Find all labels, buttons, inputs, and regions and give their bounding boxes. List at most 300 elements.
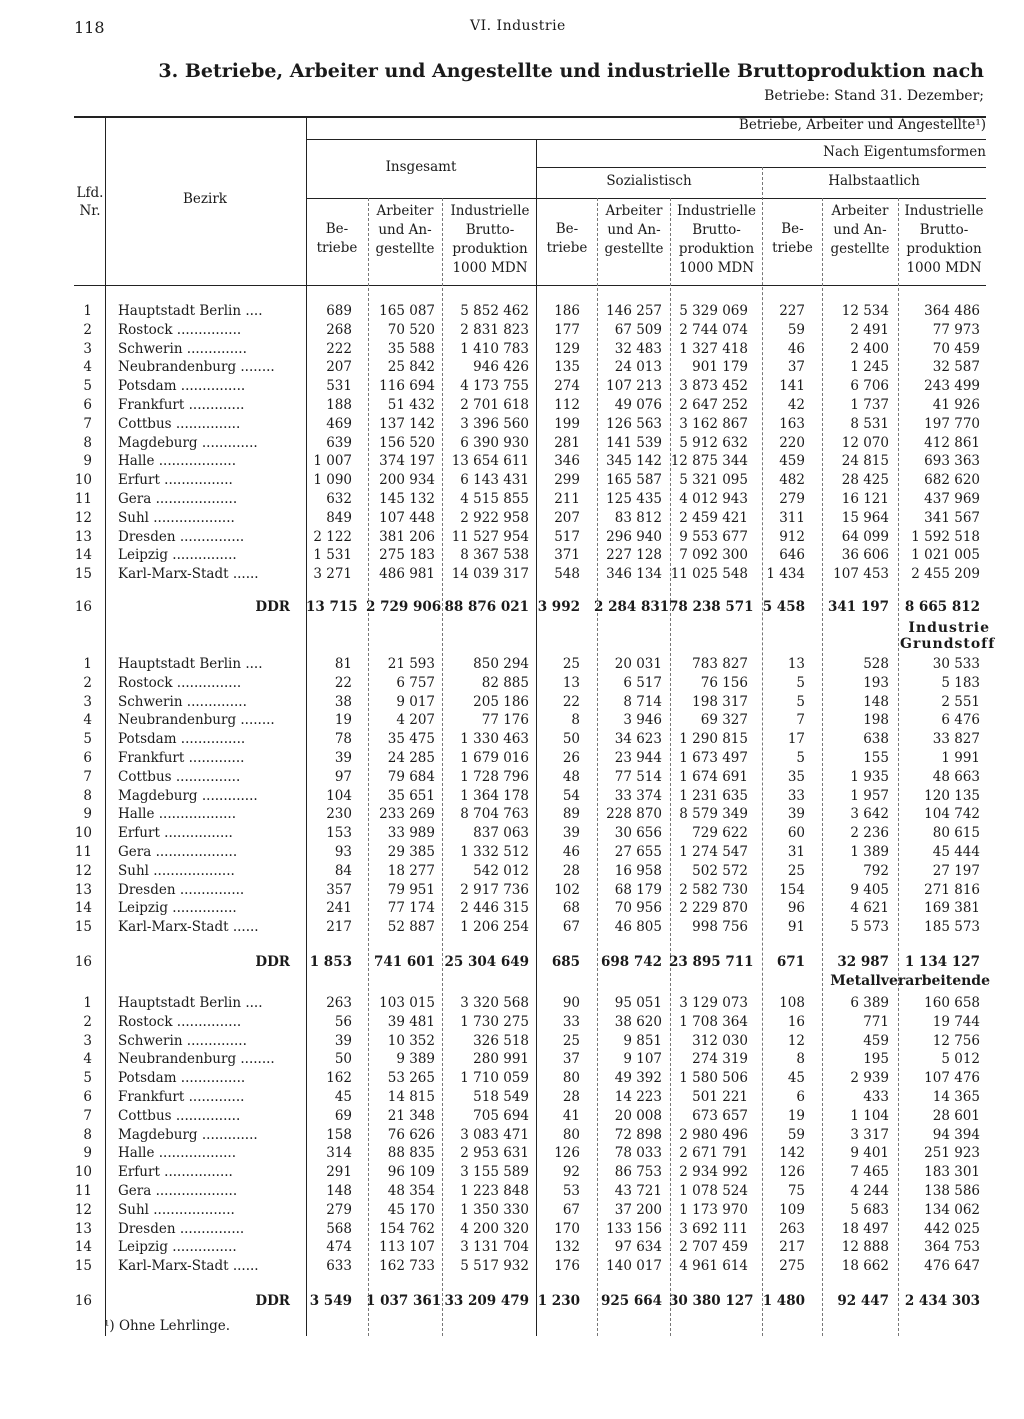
table-cell: 39	[334, 1032, 352, 1049]
table-cell: 142	[779, 1145, 805, 1162]
table-cell: 25	[787, 862, 805, 879]
header-arbeiter-insgesamt: Arbeiter und An-gestellte	[375, 203, 435, 257]
bezirk-name	[118, 1182, 292, 1201]
table-cell: 8	[571, 712, 580, 729]
table-cell: 222	[326, 340, 352, 357]
table-cell: 4 244	[850, 1183, 889, 1199]
header-bezirk: Bezirk	[183, 191, 227, 207]
table-cell: 45	[334, 1089, 352, 1105]
bezirk-name	[118, 434, 292, 453]
table-cell: 16 121	[841, 491, 889, 507]
table-cell: 41	[562, 1107, 580, 1124]
leader-dots: ....	[241, 995, 263, 1011]
table-cell: 23 895 711	[669, 954, 754, 970]
table-cell: 1 410 783	[460, 340, 529, 357]
table-cell: 217	[326, 919, 352, 936]
table-cell: 16 958	[614, 862, 662, 879]
row-number: 16	[74, 954, 92, 970]
table-cell: 1 290 815	[679, 731, 748, 748]
bezirk-label: Karl-Marx-Stadt	[118, 1258, 229, 1275]
table-row	[74, 546, 986, 565]
table-cell: 112	[554, 397, 580, 413]
table-cell: 96	[787, 900, 805, 917]
table-cell: 68 179	[614, 881, 662, 898]
bezirk-label: Neubrandenburg	[118, 712, 237, 729]
table-cell: 146 257	[606, 303, 662, 319]
table-cell: 2 831 823	[460, 321, 529, 338]
bezirk-label: Schwerin	[118, 340, 183, 357]
table-cell: 486 981	[379, 566, 435, 583]
table-row	[74, 674, 986, 693]
table-cell: 3 131 704	[460, 1239, 529, 1256]
bezirk-name	[118, 358, 292, 377]
table-cell: 102	[554, 881, 580, 898]
table-row	[74, 1257, 986, 1276]
table-cell: 1 679 016	[460, 750, 529, 766]
table-cell: 469	[326, 415, 352, 432]
table-cell: 5 912 632	[679, 434, 748, 451]
table-cell: 81	[334, 656, 352, 672]
table-cell: 32 987	[837, 954, 889, 970]
table-cell: 1 037 361	[366, 1293, 442, 1309]
bezirk-label: Cottbus	[118, 415, 172, 432]
bezirk-name	[118, 824, 292, 843]
table-total-row	[74, 953, 986, 972]
row-number: 1	[83, 303, 92, 319]
table-cell: 22	[334, 674, 352, 691]
header-produktion-insgesamt: Industrielle Brutto-produktion 1000 MDN	[450, 203, 530, 276]
table-cell: 30 533	[932, 656, 980, 672]
bezirk-label: Rostock	[118, 674, 173, 691]
table-cell: 646	[779, 547, 805, 564]
table-cell: 120 135	[924, 787, 980, 804]
table-cell: 145 132	[379, 491, 435, 507]
table-cell: 230	[326, 806, 352, 823]
table-cell: 49 076	[614, 397, 662, 413]
table-cell: 140 017	[606, 1258, 662, 1275]
table-cell: 27 197	[932, 862, 980, 879]
table-cell: 14 039 317	[451, 566, 529, 583]
row-number: 10	[74, 825, 92, 842]
table-cell: 165 587	[606, 472, 662, 489]
table-cell: 59	[787, 321, 805, 338]
bezirk-name	[118, 1220, 292, 1239]
table-row	[74, 805, 986, 824]
table-cell: 8 704 763	[460, 806, 529, 823]
table-row	[74, 471, 986, 490]
table-cell: 21 348	[387, 1107, 435, 1124]
table-cell: 241	[326, 900, 352, 917]
table-cell: 1 389	[850, 844, 889, 860]
table-total-row	[74, 598, 986, 617]
leader-dots: .............	[184, 750, 245, 766]
table-cell: 476 647	[924, 1258, 980, 1275]
table-cell: 96 109	[387, 1164, 435, 1181]
table-cell: 133 156	[606, 1220, 662, 1237]
table-cell: 2 671 791	[679, 1145, 748, 1162]
table-cell: 1 991	[941, 750, 980, 766]
table-cell: 437 969	[924, 491, 980, 507]
bezirk-label: Suhl	[118, 1201, 149, 1218]
table-cell: 2 707 459	[679, 1239, 748, 1256]
table-cell: 2 122	[313, 528, 352, 545]
table-cell: 86 753	[614, 1164, 662, 1181]
table-cell: 177	[554, 321, 580, 338]
bezirk-name	[118, 1050, 292, 1069]
table-cell: 220	[779, 434, 805, 451]
bezirk-label: Erfurt	[118, 825, 160, 842]
table-cell: 18 497	[841, 1220, 889, 1237]
bezirk-name	[118, 918, 292, 937]
table-row	[74, 1107, 986, 1126]
table-cell: 233 269	[379, 806, 435, 823]
table-cell: 925 664	[600, 1293, 662, 1309]
table-cell: 5 852 462	[460, 303, 529, 319]
table-cell: 1 710 059	[460, 1070, 529, 1087]
table-cell: 107 453	[833, 566, 889, 583]
bezirk-name: DDR	[255, 954, 290, 970]
table-cell: 682 620	[924, 472, 980, 489]
table-cell: 156 520	[379, 434, 435, 451]
table-cell: 4 207	[396, 712, 435, 729]
bezirk-name: DDR	[255, 1293, 290, 1309]
table-cell: 6 143 431	[460, 472, 529, 489]
bezirk-label: Leipzig	[118, 1239, 168, 1256]
table-cell: 901 179	[692, 359, 748, 376]
table-cell: 83 812	[614, 509, 662, 526]
table-cell: 8 579 349	[679, 806, 748, 823]
eigentum-rule	[536, 167, 986, 168]
row-number: 7	[83, 1107, 92, 1124]
table-cell: 263	[779, 1220, 805, 1237]
table-cell: 689	[326, 303, 352, 319]
row-number: 15	[74, 566, 92, 583]
table-row	[74, 711, 986, 730]
row-number: 2	[83, 1013, 92, 1030]
table-cell: 1 364 178	[460, 787, 529, 804]
table-cell: 783 827	[692, 656, 748, 672]
table-cell: 153	[326, 825, 352, 842]
leader-dots: ...................	[151, 844, 238, 860]
table-cell: 9 405	[850, 881, 889, 898]
table-row	[74, 768, 986, 787]
table-cell: 2 455 209	[911, 566, 980, 583]
table-cell: 12 888	[841, 1239, 889, 1256]
bezirk-name	[118, 768, 292, 787]
table-cell: 14 223	[614, 1089, 662, 1105]
table-cell: 104 742	[924, 806, 980, 823]
table-cell: 8 665 812	[904, 599, 980, 615]
table-cell: 19 744	[932, 1013, 980, 1030]
section-title: VI. Industrie	[470, 18, 566, 34]
header-arbeiter-halbstaatlich: Arbeiter und An-gestellte	[830, 203, 890, 257]
table-cell: 35	[787, 768, 805, 785]
table-cell: 3 271	[313, 566, 352, 583]
header-betriebe-sozialistisch: Be-triebe	[546, 221, 588, 256]
table-cell: 16	[787, 1013, 805, 1030]
table-cell: 211	[554, 491, 580, 507]
table-cell: 1 223 848	[460, 1183, 529, 1199]
table-cell: 693 363	[924, 453, 980, 470]
bezirk-label: Halle	[118, 453, 155, 470]
table-cell: 77 174	[387, 900, 435, 917]
leader-dots: ...............	[171, 1107, 241, 1124]
table-cell: 5 183	[941, 674, 980, 691]
table-cell: 53	[562, 1183, 580, 1199]
table-row	[74, 1069, 986, 1088]
table-cell: 1 330 463	[460, 731, 529, 748]
table-cell: 162 733	[379, 1258, 435, 1275]
leader-dots: ...............	[172, 1013, 242, 1030]
leader-dots: ...................	[148, 509, 235, 526]
table-cell: 274 319	[692, 1051, 748, 1068]
table-row	[74, 509, 986, 528]
table-cell: 38	[334, 693, 352, 710]
table-cell: 9 553 677	[679, 528, 748, 545]
table-cell: 4 961 614	[679, 1258, 748, 1275]
table-cell: 1 480	[762, 1293, 805, 1309]
table-row	[74, 824, 986, 843]
table-cell: 135	[554, 359, 580, 376]
bezirk-name	[118, 565, 292, 584]
table-cell: 685	[551, 954, 580, 970]
table-cell: 6 706	[850, 378, 889, 395]
table-cell: 107 213	[606, 378, 662, 395]
table-cell: 227	[779, 303, 805, 319]
table-cell: 531	[326, 378, 352, 395]
table-cell: 1 134 127	[904, 954, 980, 970]
header-halbstaatlich: Halbstaatlich	[828, 173, 920, 189]
table-cell: 3 549	[309, 1293, 352, 1309]
table-cell: 9 107	[623, 1051, 662, 1068]
bezirk-name	[118, 302, 292, 321]
table-cell: 3 320 568	[460, 995, 529, 1011]
leader-dots: ................	[159, 472, 233, 489]
table-cell: 1 078 524	[679, 1183, 748, 1199]
table-cell: 37	[787, 359, 805, 376]
leader-dots: ..................	[154, 1145, 236, 1162]
table-row	[74, 1144, 986, 1163]
table-cell: 32 587	[932, 359, 980, 376]
table-cell: 291	[326, 1164, 352, 1181]
table-cell: 2 917 736	[460, 881, 529, 898]
table-cell: 568	[326, 1220, 352, 1237]
table-cell: 474	[326, 1239, 352, 1256]
table-total-row	[74, 1292, 986, 1311]
row-number: 3	[83, 1032, 92, 1049]
table-cell: 107 476	[924, 1070, 980, 1087]
table-cell: 11 025 548	[670, 566, 748, 583]
table-cell: 25 842	[387, 359, 435, 376]
table-cell: 946 426	[473, 359, 529, 376]
bezirk-label: Cottbus	[118, 768, 172, 785]
header-produktion-halbstaatlich: Industrielle Brutto-produktion 1000 MDN	[904, 203, 984, 276]
bezirk-name	[118, 1126, 292, 1145]
leader-dots: ...................	[151, 491, 238, 507]
table-cell: 13	[562, 674, 580, 691]
table-cell: 2 953 631	[460, 1145, 529, 1162]
table-cell: 154 762	[379, 1220, 435, 1237]
row-number: 4	[83, 1051, 92, 1068]
bezirk-name	[118, 1201, 292, 1220]
table-cell: 4 173 755	[460, 378, 529, 395]
table-cell: 1 580 506	[679, 1070, 748, 1087]
table-cell: 198 317	[692, 693, 748, 710]
bezirk-name	[118, 528, 292, 547]
table-cell: 39	[787, 806, 805, 823]
header-eigentumsformen: Nach Eigentumsformen	[823, 144, 986, 160]
table-cell: 160 658	[924, 995, 980, 1011]
table-row	[74, 340, 986, 359]
table-cell: 6 757	[396, 674, 435, 691]
leader-dots: ...............	[171, 768, 241, 785]
leader-dots: ....	[241, 303, 263, 319]
table-row	[74, 1220, 986, 1239]
row-number: 12	[74, 1201, 92, 1218]
table-cell: 502 572	[692, 862, 748, 879]
table-cell: 72 898	[614, 1126, 662, 1143]
table-cell: 1 674 691	[679, 768, 748, 785]
table-cell: 69 327	[700, 712, 748, 729]
table-cell: 10 352	[387, 1032, 435, 1049]
table-cell: 37	[562, 1051, 580, 1068]
bezirk-label: Karl-Marx-Stadt	[118, 919, 229, 936]
row-number: 7	[83, 415, 92, 432]
table-cell: 1 935	[850, 768, 889, 785]
table-cell: 103 015	[379, 995, 435, 1011]
bezirk-label: Magdeburg	[118, 787, 198, 804]
bezirk-label: Dresden	[118, 1220, 176, 1237]
table-cell: 2 647 252	[679, 397, 748, 413]
table-cell: 92	[562, 1164, 580, 1181]
table-cell: 41 926	[932, 397, 980, 413]
table-cell: 263	[326, 995, 352, 1011]
table-cell: 1 327 418	[679, 340, 748, 357]
bezirk-label: Potsdam	[118, 378, 177, 395]
leader-dots: ...................	[151, 1183, 238, 1199]
table-cell: 32 483	[614, 340, 662, 357]
bezirk-name	[118, 862, 292, 881]
row-number: 13	[74, 1220, 92, 1237]
table-cell: 2 400	[850, 340, 889, 357]
header-insgesamt: Insgesamt	[385, 159, 457, 175]
bezirk-label: Gera	[118, 1183, 152, 1199]
header-sozialistisch: Sozialistisch	[606, 173, 692, 189]
table-cell: 80 615	[932, 825, 980, 842]
bezirk-name	[118, 1032, 292, 1051]
table-row	[74, 565, 986, 584]
table-cell: 2 446 315	[460, 900, 529, 917]
table-cell: 82 885	[481, 674, 529, 691]
table-cell: 1 853	[309, 954, 352, 970]
table-cell: 24 013	[614, 359, 662, 376]
table-cell: 91	[787, 919, 805, 936]
table-cell: 1 350 330	[460, 1201, 529, 1218]
table-cell: 1 104	[850, 1107, 889, 1124]
bezirk-label: Erfurt	[118, 472, 160, 489]
bezirk-label: Frankfurt	[118, 1089, 185, 1105]
table-row	[74, 881, 986, 900]
table-cell: 126 563	[606, 415, 662, 432]
table-cell: 163	[779, 415, 805, 432]
table-cell: 6 389	[850, 995, 889, 1011]
table-row	[74, 693, 986, 712]
table-cell: 56	[334, 1013, 352, 1030]
table-cell: 2 922 958	[460, 509, 529, 526]
header-bottom-rule	[74, 285, 986, 286]
table-cell: 341 197	[827, 599, 889, 615]
table-cell: 792	[863, 862, 889, 879]
table-cell: 50	[562, 731, 580, 748]
table-cell: 49 392	[614, 1070, 662, 1087]
row-number: 1	[83, 995, 92, 1011]
table-cell: 76 156	[700, 674, 748, 691]
table-cell: 374 197	[379, 453, 435, 470]
table-cell: 67	[562, 919, 580, 936]
table-cell: 1 957	[850, 787, 889, 804]
leader-dots: ...............	[168, 900, 237, 917]
row-number: 11	[74, 491, 92, 507]
table-cell: 39	[562, 825, 580, 842]
row-number: 14	[74, 1239, 92, 1256]
leader-dots: ......	[228, 1258, 259, 1275]
table-cell: 185 573	[924, 919, 980, 936]
bezirk-label: Halle	[118, 806, 155, 823]
table-cell: 12 756	[932, 1032, 980, 1049]
table-cell: 7	[796, 712, 805, 729]
table-cell: 80	[562, 1126, 580, 1143]
header-lfd-nr: Lfd. Nr.	[76, 185, 104, 219]
bezirk-name	[118, 730, 292, 749]
group-label: Metallverarbeitende	[830, 973, 990, 989]
table-row	[74, 1088, 986, 1107]
table-cell: 170	[554, 1220, 580, 1237]
bezirk-name	[118, 655, 292, 674]
leader-dots: ...............	[171, 415, 241, 432]
table-cell: 2 236	[850, 825, 889, 842]
table-cell: 15 964	[841, 509, 889, 526]
table-cell: 12	[787, 1032, 805, 1049]
table-cell: 517	[554, 528, 580, 545]
leader-dots: .............	[197, 787, 258, 804]
bezirk-name	[118, 881, 292, 900]
table-cell: 849	[326, 509, 352, 526]
leader-dots: ..................	[154, 806, 236, 823]
bezirk-label: Gera	[118, 491, 152, 507]
table-cell: 1 728 796	[460, 768, 529, 785]
row-number: 16	[74, 1293, 92, 1309]
table-cell: 107 448	[379, 509, 435, 526]
row-number: 4	[83, 712, 92, 729]
table-row	[74, 377, 986, 396]
bezirk-name	[118, 1238, 292, 1257]
bezirk-name	[118, 396, 292, 415]
table-cell: 27 655	[614, 844, 662, 860]
table-cell: 243 499	[924, 378, 980, 395]
table-cell: 2 491	[850, 321, 889, 338]
table-cell: 51 432	[387, 397, 435, 413]
table-cell: 1 021 005	[911, 547, 980, 564]
row-number: 5	[83, 731, 92, 748]
table-cell: 70 956	[614, 900, 662, 917]
bezirk-name	[118, 546, 292, 565]
leader-dots: .............	[184, 1089, 245, 1105]
table-cell: 279	[779, 491, 805, 507]
table-cell: 8	[796, 1051, 805, 1068]
table-cell: 75	[787, 1183, 805, 1199]
table-row	[74, 918, 986, 937]
table-cell: 364 753	[924, 1239, 980, 1256]
